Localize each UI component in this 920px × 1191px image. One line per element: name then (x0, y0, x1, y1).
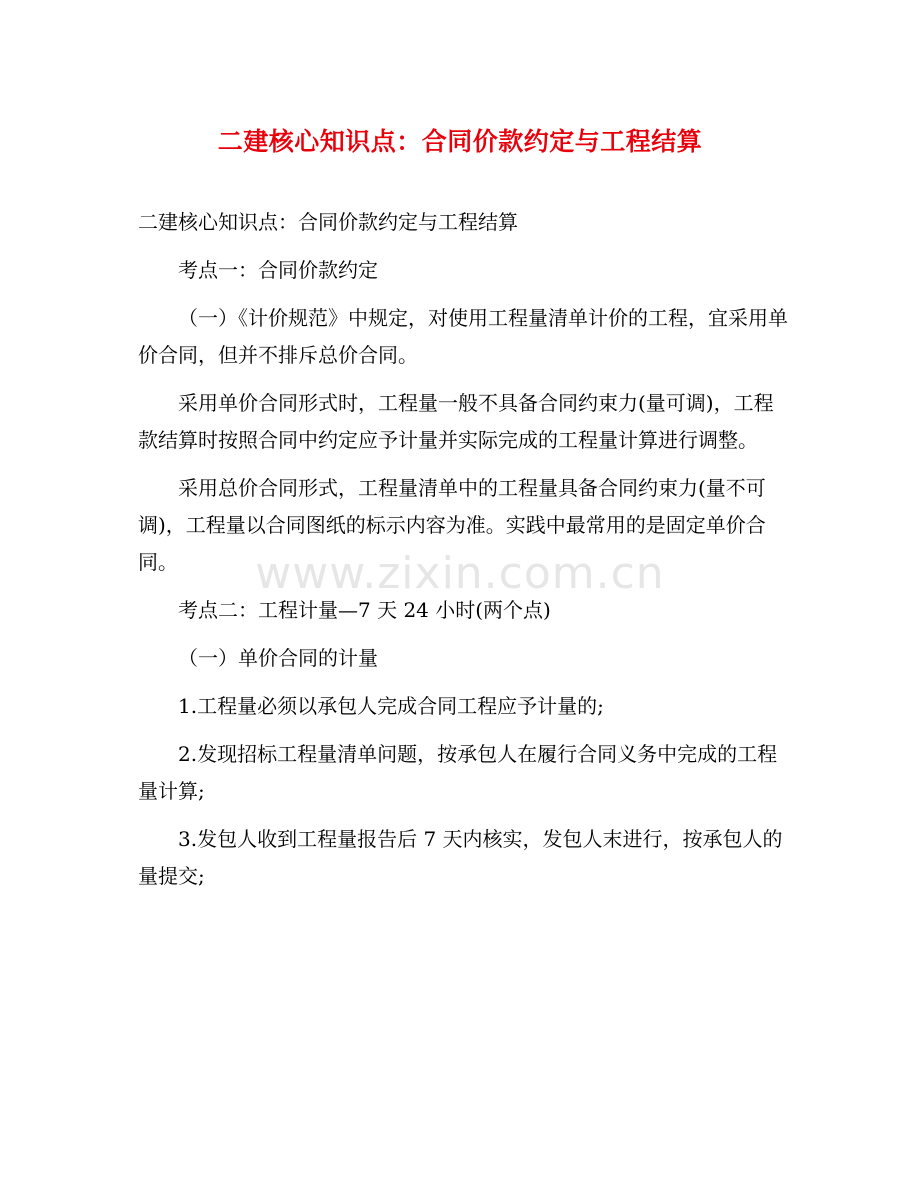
watermark: www.zixin.com.cn (255, 548, 665, 599)
paragraph: （一）《计价规范》中规定，对使用工程量清单计价的工程，宜采用单价合同，但并不排斥总价合同。 (138, 306, 788, 367)
list-item: 2.发现招标工程量清单问题，按承包人在履行合同义务中完成的工程量计算; (138, 742, 778, 803)
paragraph: 采用总价合同形式，工程量清单中的工程量具备合同约束力(量不可调)，工程量以合同图纸的标示内容为准。实践中最常用的是固定单价合同。 (138, 476, 766, 574)
list-item: 3.发包人收到工程量报告后 7 天内核实，发包人末进行，按承包人的量提交; (138, 827, 783, 888)
intro-heading: 二建核心知识点：合同价款约定与工程结算 (138, 210, 518, 234)
subsection-heading: （一）单价合同的计量 (178, 646, 378, 670)
list-item: 1.工程量必须以承包人完成合同工程应予计量的; (178, 694, 604, 718)
paragraph: 采用单价合同形式时，工程量一般不具备合同约束力(量可调)，工程款结算时按照合同中约定应予计量并实际完成的工程量计算进行调整。 (138, 391, 774, 452)
document-title: 二建核心知识点：合同价款约定与工程结算 (217, 127, 703, 156)
section-heading-2: 考点二：工程计量—7 天 24 小时(两个点) (178, 598, 551, 622)
document-body (138, 204, 788, 906)
section-heading-1: 考点一：合同价款约定 (178, 258, 378, 282)
